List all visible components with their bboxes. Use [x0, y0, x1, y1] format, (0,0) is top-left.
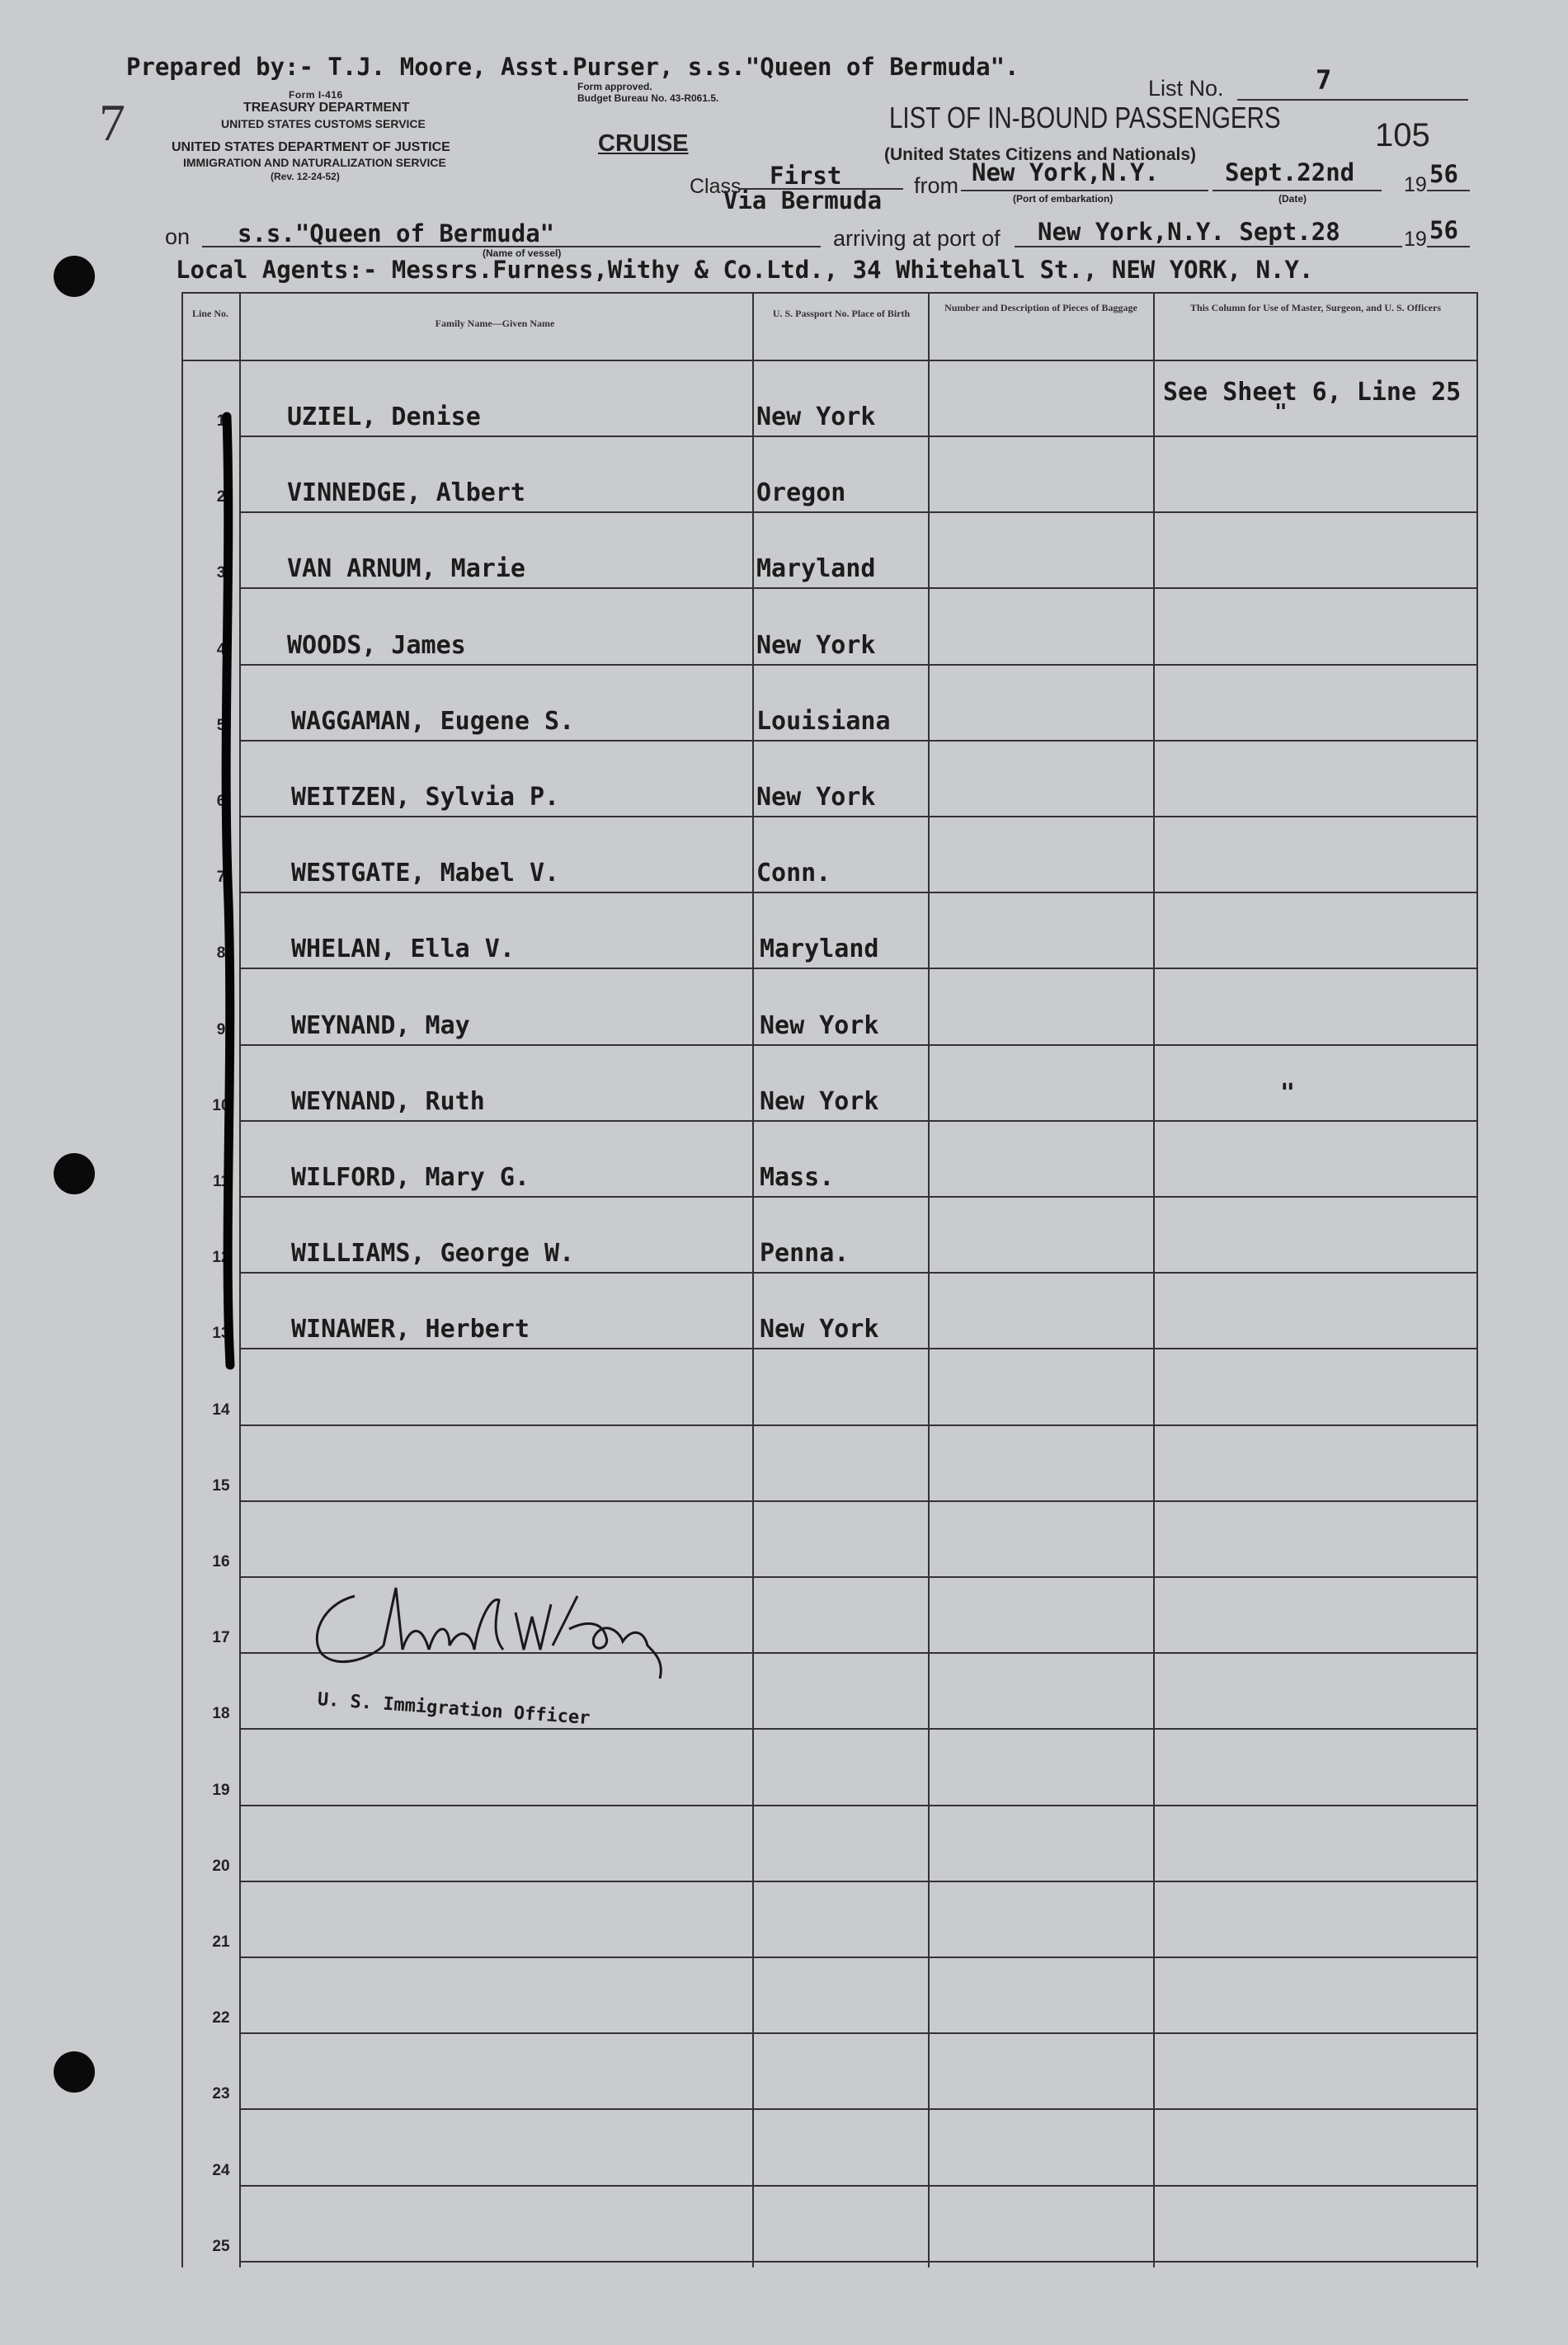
row-rule [241, 816, 1476, 817]
place-of-birth: Mass. [760, 1163, 835, 1192]
vessel-caption: (Name of vessel) [483, 247, 562, 259]
row-rule [241, 1728, 1476, 1730]
row-number: 14 [212, 1401, 230, 1419]
place-of-birth: New York [756, 403, 876, 431]
row-number: 8 [216, 944, 226, 962]
place-of-birth: Penna. [760, 1239, 850, 1268]
arrival-year-prefix: 19 [1404, 228, 1427, 251]
place-of-birth: Conn. [756, 859, 831, 888]
row-number: 2 [216, 488, 226, 506]
place-of-birth: New York [760, 1087, 879, 1116]
row-rule [241, 511, 1476, 513]
passenger-name: VAN ARNUM, Marie [287, 554, 525, 583]
row-number: 19 [212, 1782, 230, 1799]
class-value: First [770, 162, 842, 190]
class-label: Class [690, 175, 742, 198]
passenger-name: WINAWER, Herbert [291, 1315, 530, 1344]
row-number: 9 [216, 1021, 226, 1038]
row-number: 13 [212, 1325, 230, 1342]
passenger-name: UZIEL, Denise [287, 403, 481, 431]
passenger-name: WOODS, James [287, 631, 466, 660]
col-header-line: Line No. [191, 308, 228, 319]
officer-label: U. S. Immigration Officer [317, 1689, 591, 1730]
row-number: 11 [212, 1173, 230, 1190]
passenger-name: WEYNAND, May [291, 1011, 470, 1040]
form-approved: Form approved. [577, 81, 652, 92]
form-number: Form I-416 [289, 89, 343, 101]
row-rule [241, 1805, 1476, 1806]
justice-department: UNITED STATES DEPARTMENT OF JUSTICE [172, 140, 450, 154]
col-header-name: Family Name—Given Name [435, 318, 555, 329]
passenger-name: WESTGATE, Mabel V. [291, 859, 560, 888]
arriving-label: arriving at port of [833, 226, 1001, 251]
punch-hole-top [54, 256, 95, 297]
list-no-value: 7 [1316, 64, 1332, 96]
row-rule [241, 740, 1476, 742]
port-caption: (Port of embarkation) [1013, 193, 1114, 205]
row-rule [241, 1044, 1476, 1046]
citizens-label: (United States Citizens and Nationals) [884, 145, 1197, 164]
date-line [1212, 190, 1382, 191]
ditto-mark: " [1274, 400, 1288, 425]
row-rule [241, 1348, 1476, 1349]
row-number: 15 [212, 1477, 230, 1495]
place-of-birth: Maryland [756, 554, 876, 583]
row-rule [241, 2185, 1476, 2187]
officer-signature [305, 1571, 701, 1695]
place-of-birth: Oregon [756, 478, 846, 507]
row-rule [241, 664, 1476, 666]
row-number: 12 [212, 1249, 230, 1266]
vessel-name: s.s."Queen of Bermuda" [238, 219, 555, 247]
row-rule [241, 968, 1476, 969]
passenger-name: WILFORD, Mary G. [291, 1163, 530, 1192]
place-of-birth: Louisiana [756, 707, 891, 736]
arrival-line [1015, 246, 1402, 247]
table-top-border [181, 292, 1476, 294]
col-header-baggage: Number and Description of Pieces of Baggage [944, 302, 1137, 313]
row-rule [241, 1120, 1476, 1122]
from-value: New York,N.Y. [972, 158, 1159, 186]
budget-bureau: Budget Bureau No. 43-R061.5. [577, 92, 719, 104]
row-number: 7 [216, 869, 226, 886]
year-value: 56 [1429, 160, 1458, 188]
local-agents: Local Agents:- Messrs.Furness,Withy & Co.Ltd., 34 Whitehall St., NEW YORK, N.Y. [176, 256, 1314, 284]
row-number: 22 [212, 2009, 230, 2027]
on-label: on [165, 224, 191, 249]
row-number: 3 [216, 564, 226, 582]
place-of-birth: Maryland [760, 935, 879, 963]
passenger-name: WHELAN, Ella V. [291, 935, 515, 963]
via-bermuda: Via Bermuda [723, 186, 883, 214]
row-rule [241, 1881, 1476, 1882]
passenger-name: WEYNAND, Ruth [291, 1087, 485, 1116]
right-border [1476, 292, 1478, 2267]
place-of-birth: New York [756, 631, 876, 660]
passenger-name: VINNEDGE, Albert [287, 478, 525, 507]
row-rule [241, 436, 1476, 437]
row-rule [241, 2108, 1476, 2110]
row-number: 16 [212, 1553, 230, 1570]
row-number: 23 [212, 2085, 230, 2102]
punch-hole-middle [54, 1153, 95, 1194]
row-rule [241, 2032, 1476, 2034]
row-number: 5 [216, 717, 226, 734]
row-number: 20 [212, 1858, 230, 1875]
sheet-number: 105 [1375, 117, 1430, 153]
list-title: LIST OF IN-BOUND PASSENGERS [889, 101, 1281, 134]
passenger-name: WAGGAMAN, Eugene S. [291, 707, 575, 736]
row-number: 10 [212, 1097, 230, 1114]
list-no-label: List No. [1148, 76, 1224, 101]
ins-service: IMMIGRATION AND NATURALIZATION SERVICE [183, 156, 446, 169]
place-of-birth: New York [760, 1011, 879, 1040]
bracket-mark [210, 408, 243, 1373]
row-rule [241, 587, 1476, 589]
revision: (Rev. 12-24-52) [271, 171, 340, 182]
col-header-passport: U. S. Passport No. Place of Birth [772, 308, 911, 319]
date-value: Sept.22nd [1225, 158, 1355, 186]
customs-service: UNITED STATES CUSTOMS SERVICE [221, 117, 426, 130]
year-prefix: 19 [1404, 173, 1427, 196]
row-number: 24 [212, 2162, 230, 2179]
prepared-by: Prepared by:- T.J. Moore, Asst.Purser, s.s."Queen of Bermuda". [126, 53, 1019, 81]
punch-hole-bottom [54, 2051, 95, 2093]
row-number: 21 [212, 1933, 230, 1951]
row-rule [241, 1424, 1476, 1426]
passenger-name: WILLIAMS, George W. [291, 1239, 575, 1268]
arrival-year: 56 [1429, 216, 1458, 244]
row-number: 6 [216, 793, 226, 810]
left-border [181, 292, 183, 2267]
row-number: 25 [212, 2238, 230, 2255]
row-number: 1 [216, 412, 226, 430]
place-of-birth: New York [760, 1315, 879, 1344]
row-rule [241, 892, 1476, 893]
place-of-birth: New York [756, 783, 876, 812]
corner-number: 7 [99, 93, 125, 152]
row-rule [241, 1957, 1476, 1958]
treasury-department: TREASURY DEPARTMENT [243, 101, 410, 115]
row-rule [241, 1272, 1476, 1274]
header-bottom-border [181, 360, 1476, 361]
officer-remark: See Sheet 6, Line 25 [1163, 378, 1462, 407]
officer-remark: " [1280, 1079, 1296, 1108]
arrival-year-line [1427, 246, 1470, 247]
row-rule [241, 1500, 1476, 1502]
passenger-name: WEITZEN, Sylvia P. [291, 783, 560, 812]
row-rule [241, 2261, 1476, 2263]
year-line [1427, 190, 1470, 191]
arrival-port: New York,N.Y. Sept.28 [1038, 218, 1340, 246]
row-number: 17 [212, 1629, 230, 1646]
col-header-officers: This Column for Use of Master, Surgeon, and U. S. Officers [1189, 302, 1441, 313]
cruise-label: CRUISE [598, 130, 689, 157]
from-label: from [914, 173, 958, 198]
date-caption: (Date) [1278, 193, 1307, 205]
row-rule [241, 1196, 1476, 1198]
row-number: 18 [212, 1705, 230, 1722]
from-line [961, 190, 1208, 191]
class-line [738, 188, 903, 190]
row-number: 4 [216, 641, 226, 658]
